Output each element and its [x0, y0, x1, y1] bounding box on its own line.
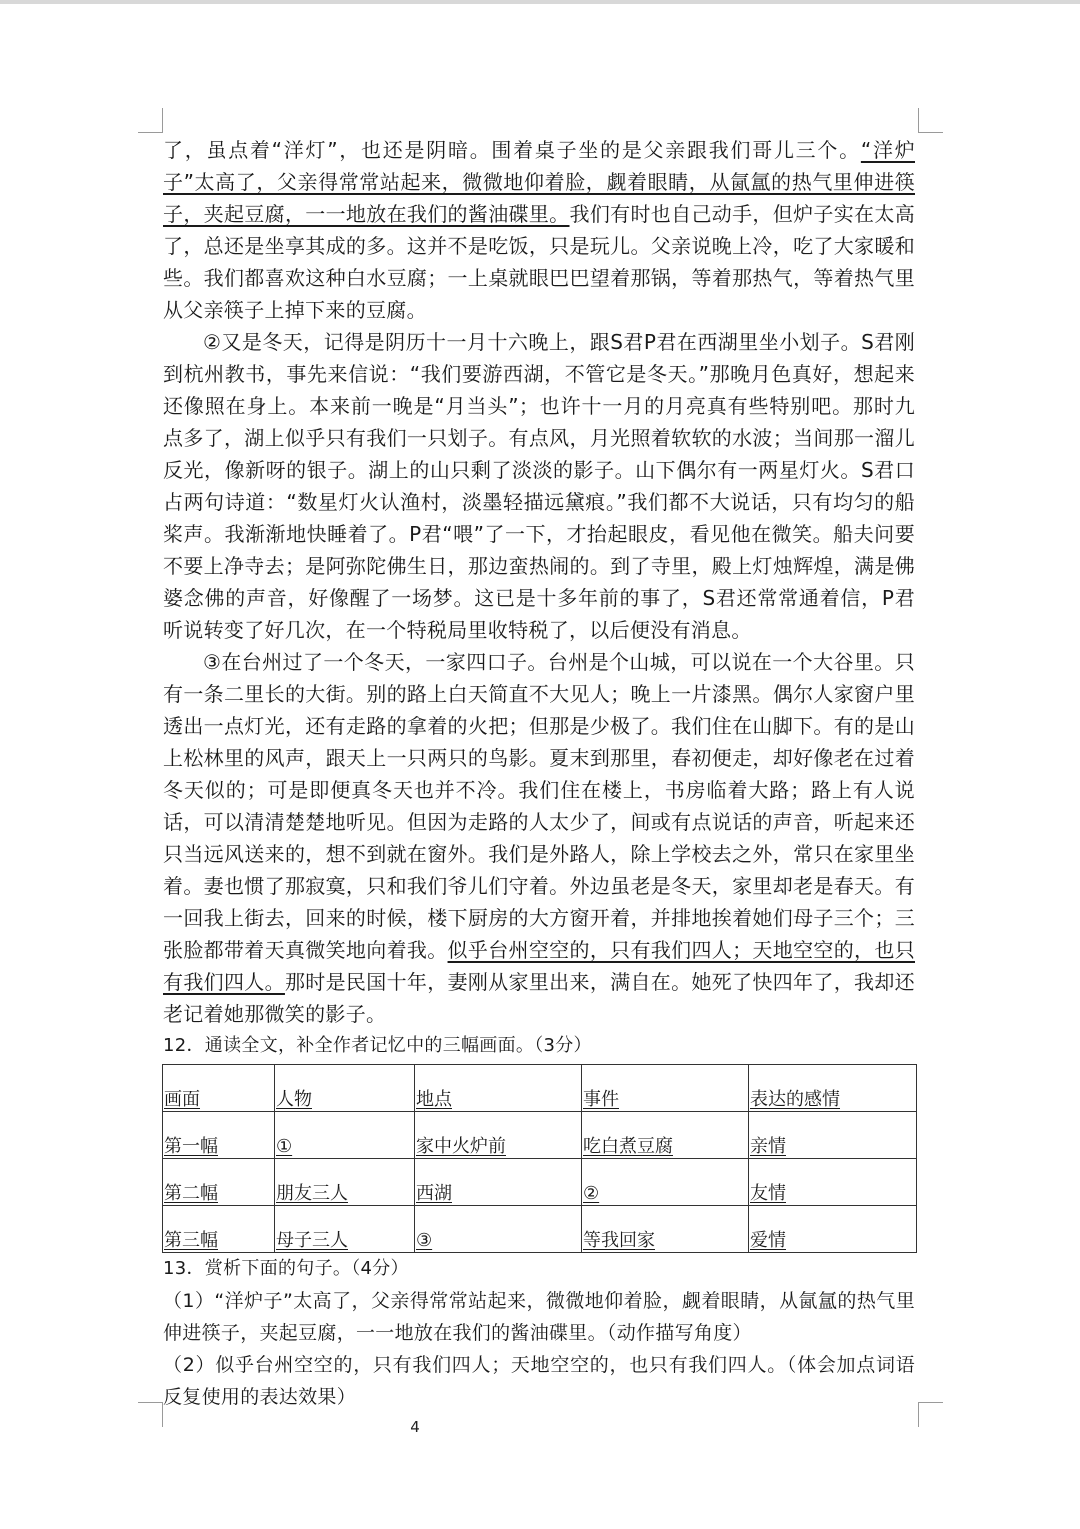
question-12-stem: 12．通读全文，补全作者记忆中的三幅画面。（3分）: [163, 1035, 592, 1056]
text-run: ③在台州过了一个冬天，一家四口子。台州是个山城，可以说在一个大谷里。只有一条二里长的大街。别的路上白天简直不大见人；晚上一片漆黑。偶尔人家窗户里透出一点灯光，还有走路的拿着的火把；但那是少极了。我们住在山脚下。有的是山上松林里的风声，跟天上一只两只的鸟影。夏末到那里，春初便走，却好像老在过着冬天似的；可是即便真冬天也并不冷。我们住在楼上，书房临着大路；路上有人说话，可以清清楚楚地听见。但因为走路的人太少了，间或有点说话的声音，听起来还只当远风送来的，想不到就在窗外。我们是外路人，除上学校去之外，常只在家里坐着。妻也惯了那寂寞，只和我们爷儿们守着。外边虽老是冬天，家里却老是春天。有一回我上街去，回来的时候，楼下厨房的大方窗开着，并排地挨着她们母子三个；三张脸都带着天真微笑地向着我。: [163, 650, 915, 962]
table-row: [163, 1159, 917, 1206]
table-cell: 亲情: [749, 1112, 917, 1159]
table-cell: 第二幅: [163, 1159, 275, 1206]
table-cell: 友情: [749, 1159, 917, 1206]
crop-mark-bottom-right: [918, 1402, 943, 1427]
passage-paragraph-2: ②又是冬天，记得是阴历十一月十六晚上，跟S君P君在西湖里坐小划子。S君刚到杭州教书，事先来信说：“我们要游西湖，不管它是冬天。”那晚月色真好，想起来还像照在身上。本来前一晚是“月当头”；也许十一月的月亮真有些特别吧。那时九点多了，湖上似乎只有我们一只划子。有点风，月光照着软软的水波；当间那一溜儿反光，像新呀的银子。湖上的山只剩了淡淡的影子。山下偶尔有一两星灯火。S君口占两句诗道：“数星灯火认渔村，淡墨轻描远黛痕。”我们都不大说话，只有均匀的船桨声。我渐渐地快睡着了。P君“喂”了一下，才抬起眼皮，看见他在微笑。船夫问要不要上净寺去；是阿弥陀佛生日，那边蛮热闹的。到了寺里，殿上灯烛辉煌，满是佛婆念佛的声音，好像醒了一场梦。这已是十多年前的事了，S君还常常通着信，P君听说转变了好几次，在一个特税局里收特税了，以后便没有消息。: [163, 330, 915, 642]
table-cell: 第三幅: [163, 1206, 275, 1253]
crop-mark-top-right: [918, 108, 943, 133]
table-row: [163, 1112, 917, 1159]
table-row: [163, 1065, 917, 1112]
question-12-table: [162, 1064, 917, 1253]
table-cell: 第一幅: [163, 1112, 275, 1159]
table-cell: 人物: [275, 1065, 415, 1112]
text-run: 了，虽点着“洋灯”，也还是阴暗。围着桌子坐的是父亲跟我们哥儿三个。: [163, 138, 861, 162]
text-run: 我们有时也自己动手，但炉子实在太高了，总还是坐享其成的多。这并不是吃饭，只是玩儿。父亲说晚上冷，吃了大家暖和些。我们都喜欢这种白水豆腐；一上桌就眼巴巴望着那锅，等着那热气，等着热气里从父亲筷子上掉下来的豆腐。: [163, 202, 915, 322]
table-cell: 家中火炉前: [415, 1112, 582, 1159]
table-row: [163, 1206, 917, 1253]
question-13-item-2: （2）似乎台州空空的，只有我们四人；天地空空的，也只有我们四人。（体会加点词语反复使用的表达效果）: [163, 1354, 915, 1408]
text-run: 那时是民国十年，妻刚从家里出来，满自在。她死了快四年了，我却还老记着她那微笑的影子。: [163, 970, 915, 1026]
table-cell: ③: [415, 1206, 582, 1253]
passage-paragraph-1: [163, 134, 915, 326]
question-13-stem: 13．赏析下面的句子。（4分）: [163, 1258, 409, 1279]
crop-mark-top-left: [138, 108, 163, 133]
table-cell: ①: [275, 1112, 415, 1159]
table-cell: 母子三人: [275, 1206, 415, 1253]
table-cell: 吃白煮豆腐: [582, 1112, 749, 1159]
viewer-top-border: [0, 0, 1080, 4]
table-cell: 朋友三人: [275, 1159, 415, 1206]
table-cell: 地点: [415, 1065, 582, 1112]
table-cell: ②: [582, 1159, 749, 1206]
table-cell: 西湖: [415, 1159, 582, 1206]
question-13-item-1: （1）“洋炉子”太高了，父亲得常常站起来，微微地仰着脸，觑着眼睛，从氤氲的热气里伸进筷子，夹起豆腐，一一地放在我们的酱油碟里。（动作描写角度）: [163, 1290, 915, 1344]
table-cell: 等我回家: [582, 1206, 749, 1253]
passage-paragraph-3: [163, 646, 915, 1030]
underlined-sentence: “洋炉子”太高了，父亲得常常站起来，微微地仰着脸，觑着眼睛，从氤氲的热气里伸进筷子，夹起豆腐，一一地放在我们的酱油碟里。: [163, 138, 915, 226]
table-cell: 事件: [582, 1065, 749, 1112]
table-cell: 爱情: [749, 1206, 917, 1253]
table-cell: 画面: [163, 1065, 275, 1112]
table-cell: 表达的感情: [749, 1065, 917, 1112]
page-content: [163, 134, 915, 1413]
underlined-sentence: 似乎台州空空的，只有我们四人；天地空空的，也只有我们四人。: [163, 938, 915, 994]
page-number: 4: [410, 1418, 420, 1436]
crop-mark-bottom-left: [138, 1402, 163, 1427]
